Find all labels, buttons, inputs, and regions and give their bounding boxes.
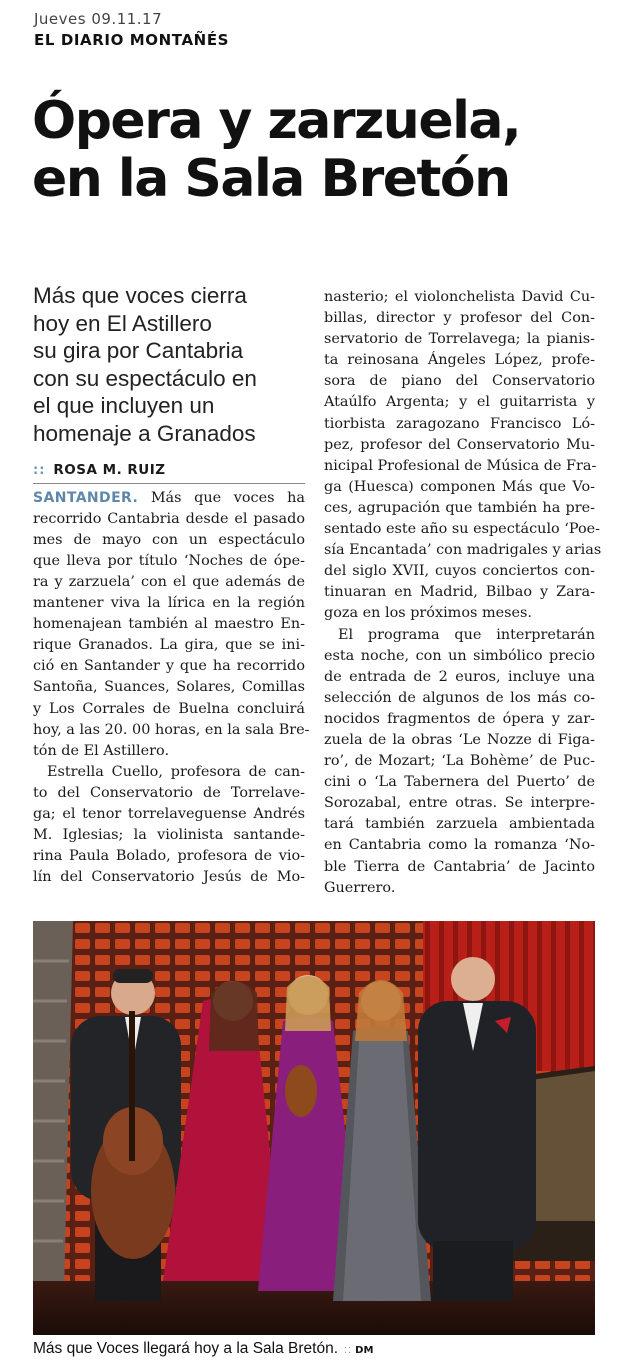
- group-photo-icon: [33, 921, 595, 1335]
- body-line: y Los Corrales de Buelna concluirá: [33, 700, 305, 717]
- photo-credit: DM: [355, 1345, 374, 1356]
- article-column-right: [324, 287, 602, 899]
- body-line: tará también zarzuela ambientada: [324, 816, 595, 833]
- body-line: homenajean también al maestro En-: [33, 616, 305, 633]
- body-line: ro’, de Mozart; ‘La Bohème’ de Puc-: [324, 753, 595, 770]
- body-line: tón de El Astillero.: [33, 742, 170, 759]
- body-line: recorrido Cantabria desde el pasado: [33, 510, 305, 527]
- body-line: sía Encantada’ con madrigales y arias: [324, 542, 602, 559]
- body-line: sora de piano del Conservatorio: [324, 373, 595, 390]
- article-subheadline: [33, 282, 305, 448]
- subhead-line: hoy en El Astillero: [33, 310, 212, 336]
- body-line: cini o ‘La Tabernera del Puerto’ de: [324, 774, 595, 791]
- subhead-line: su gira por Cantabria: [33, 338, 244, 364]
- body-line: mantener viva la lírica en la región: [33, 595, 305, 612]
- body-line: hoy, a las 20. 00 horas, en la sala Bre-: [33, 721, 310, 738]
- body-line: ces, agrupación que también ha pre-: [324, 499, 595, 516]
- body-line: en Cantabria como la romanza ‘No-: [324, 837, 595, 854]
- byline-dots-icon: ::: [33, 463, 46, 479]
- body-line: nasterio; el violonchelista David Cu-: [324, 289, 595, 305]
- body-line: El programa que interpretarán: [338, 626, 595, 643]
- headline-line: Ópera y zarzuela,: [32, 91, 521, 151]
- body-line: ra y zarzuela’ con el que además de: [33, 573, 305, 590]
- body-line: ció en Santander y que ha recorrido: [33, 658, 305, 675]
- author-name: ROSA M. RUIZ: [53, 462, 166, 479]
- body-line: rique Granados. La gira, que se ini-: [33, 637, 305, 654]
- byline: [33, 462, 305, 484]
- body-line: ta reinosana Ángeles López, profe-: [324, 352, 595, 369]
- body-line: goza en los próximos meses.: [324, 605, 532, 622]
- caption-dots-icon: ::: [344, 1344, 353, 1356]
- photo-caption: [33, 1340, 373, 1358]
- article-column-left: [33, 282, 310, 888]
- body-line: ga; el tenor torrelaveguense Andrés: [33, 805, 305, 822]
- body-line: mes de mayo con un espectáculo: [33, 531, 305, 548]
- headline-line: en la Sala Bretón: [32, 149, 510, 209]
- body-line: lín del Conservatorio Jesús de Mo-: [33, 869, 305, 886]
- body-line: del siglo XVII, cuyos conciertos con-: [324, 563, 595, 580]
- body-line: esta noche, con un simbólico precio: [324, 647, 595, 664]
- newspaper-name: EL DIARIO MONTAÑÉS: [34, 31, 230, 49]
- body-line: nicipal Profesional de Música de Fra-: [324, 457, 597, 474]
- dateline-city: SANTANDER.: [33, 489, 139, 506]
- subhead-line: el que incluyen un: [33, 393, 215, 419]
- body-line: rina Paula Bolado, profesora de vio-: [33, 848, 305, 865]
- body-line: pez, profesor del Conservatorio Mu-: [324, 436, 595, 453]
- body-line: de entrada de 2 euros, incluye una: [324, 668, 595, 685]
- body-line: to del Conservatorio de Torrelave-: [33, 784, 305, 801]
- body-line: zuela de la obras ‘Le Nozze di Figa-: [324, 731, 595, 748]
- body-line: nocidos fragmentos de ópera y zar-: [324, 710, 595, 727]
- body-line: selección de algunos de los más co-: [324, 689, 595, 706]
- subhead-line: con su espectáculo en: [33, 365, 257, 391]
- body-line: M. Iglesias; la violinista santande-: [33, 827, 305, 844]
- caption-text: Más que Voces llegará hoy a la Sala Bretón.: [33, 1340, 339, 1357]
- body-line: billas, director y profesor del Con-: [324, 310, 595, 327]
- body-line: tinuaran en Madrid, Bilbao y Zara-: [324, 584, 595, 601]
- body-line: Ataúlfo Argenta; y el guitarrista y: [324, 394, 595, 411]
- article-headline: [32, 92, 592, 208]
- subhead-line: Más que voces cierra: [33, 283, 247, 308]
- body-line: ga (Huesca) componen Más que Vo-: [324, 478, 595, 495]
- subhead-line: homenaje a Granados: [33, 420, 256, 446]
- issue-date: Jueves 09.11.17: [34, 10, 163, 28]
- body-line: Santoña, Suances, Solares, Comillas: [33, 679, 305, 696]
- body-line: Guerrero.: [324, 879, 396, 896]
- body-line: sentado este año su espectáculo ‘Poe-: [324, 521, 601, 538]
- body-line: ble Tierra de Cantabria’ de Jacinto: [324, 858, 595, 875]
- body-line-text: Más que voces ha: [138, 489, 305, 506]
- body-line: [33, 488, 305, 509]
- body-line: Estrella Cuello, profesora de can-: [47, 763, 305, 780]
- body-line: servatorio de Torrelavega; la pianis-: [324, 331, 595, 348]
- body-text-left: [33, 488, 310, 889]
- body-line: tiorbista zaragozano Francisco Ló-: [324, 415, 595, 432]
- body-line: Sorozabal, entre otras. Se interpre-: [324, 795, 595, 812]
- body-line: que lleva por título ‘Noches de ópe-: [33, 552, 305, 569]
